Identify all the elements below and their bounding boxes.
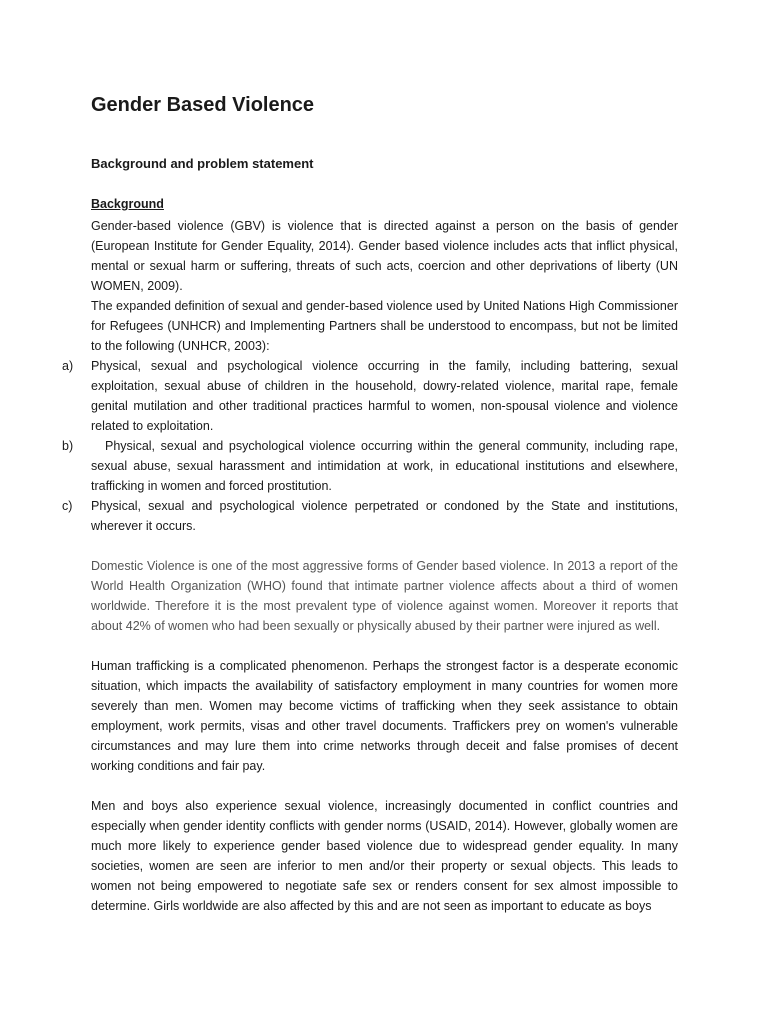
list-marker: c) xyxy=(62,499,73,513)
paragraph-gbv-definition: Gender-based violence (GBV) is violence that is directed against a person on the basis of gender (European Institute for Gender Equality, 2014). Gender based violence includes acts that inflict physical, mental or sexual harm or suffering, threats of such acts, coercion and other deprivations of liberty (UN WOMEN, 2009). xyxy=(91,219,678,293)
section-heading: Background and problem statement xyxy=(91,156,314,171)
list-marker: b) xyxy=(62,439,74,453)
violence-types-list xyxy=(62,356,678,536)
paragraph-human-trafficking: Human trafficking is a complicated phenomenon. Perhaps the strongest factor is a desperate economic situation, which impacts the availability of satisfactory employment in many countries for women more severely than men. Women may become victims of trafficking when they seek assistance to obtain employment, work permits, visas and other travel documents. Traffickers prey on women's vulnerable circumstances and may lure them into crime networks through deceit and false promises of decent working conditions and fair pay. xyxy=(91,659,678,773)
paragraph-men-and-boys: Men and boys also experience sexual violence, increasingly documented in conflict countries and especially when gender identity conflicts with gender norms (USAID, 2014). However, globally women are much more likely to experience gender based violence due to widespread gender equality. In many societies, women are seen are inferior to men and/or their property or sexual objects. This leads to women not being empowered to negotiate safe sex or renders consent for sex almost impossible to determine. Girls worldwide are also affected by this and are not seen as important to educate as boys xyxy=(91,799,678,913)
list-item xyxy=(62,436,678,496)
list-marker: a) xyxy=(62,359,74,373)
paragraph-unhcr-definition: The expanded definition of sexual and gender-based violence used by United Nations High Commissioner for Refugees (UNHCR) and Implementing Partners shall be understood to encompass, but not be limited to the following (UNHCR, 2003): xyxy=(91,299,678,353)
paragraph-domestic-violence: Domestic Violence is one of the most aggressive forms of Gender based violence. In 2013 a report of the World Health Organization (WHO) found that intimate partner violence affects about a third of women worldwide. Therefore it is the most prevalent type of violence against women. Moreover it reports that about 42% of women who had been sexually or physically abused by their partner were injured as well. xyxy=(91,559,678,633)
list-item xyxy=(62,356,678,436)
list-item-text: Physical, sexual and psychological violence occurring within the general community, including rape, sexual abuse, sexual harassment and intimidation at work, in educational institutions and elsewhere, trafficking in women and forced prostitution. xyxy=(91,439,678,493)
list-item-text: Physical, sexual and psychological violence perpetrated or condoned by the State and institutions, wherever it occurs. xyxy=(91,499,678,533)
list-item xyxy=(62,496,678,536)
document-title: Gender Based Violence xyxy=(91,94,315,116)
list-item-text: Physical, sexual and psychological violence occurring in the family, including battering, sexual exploitation, sexual abuse of children in the household, dowry-related violence, marital rape, female genital mutilation and other traditional practices harmful to women, non-spousal violence and violence related to exploitation. xyxy=(91,359,678,433)
background-subheading: Background xyxy=(91,197,164,211)
